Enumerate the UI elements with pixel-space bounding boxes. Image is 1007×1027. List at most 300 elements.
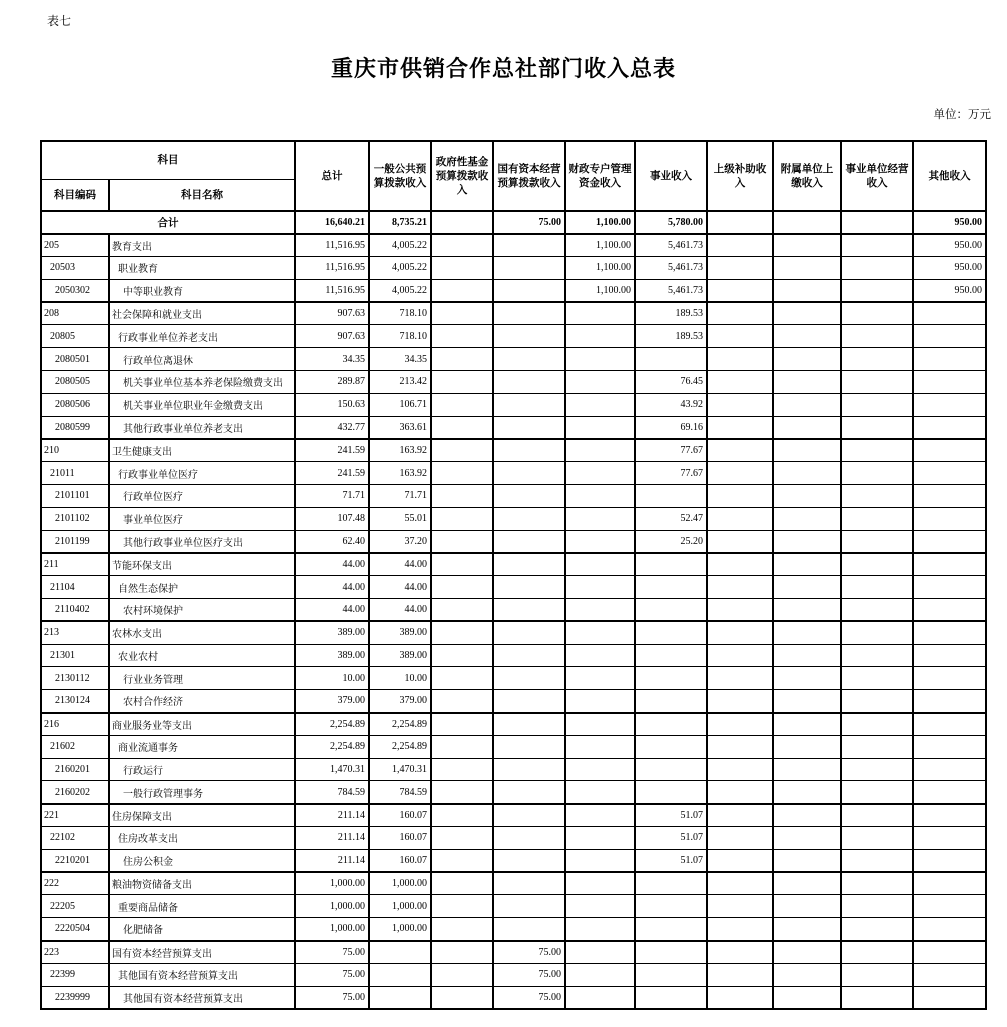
- value-cell: [707, 507, 773, 530]
- value-cell: [773, 827, 841, 850]
- value-cell: [493, 371, 565, 394]
- row-code-cell: 2110402: [41, 599, 109, 622]
- value-cell: [431, 599, 493, 622]
- value-cell: [913, 872, 986, 895]
- value-cell: 75.00: [295, 963, 369, 986]
- row-name-cell: 其他国有资本经营预算支出: [109, 986, 295, 1009]
- value-cell: 432.77: [295, 416, 369, 439]
- value-cell: [493, 302, 565, 325]
- value-cell: 44.00: [295, 576, 369, 599]
- value-cell: [913, 849, 986, 872]
- row-code-cell: 22102: [41, 827, 109, 850]
- row-name-cell: 其他行政事业单位医疗支出: [109, 530, 295, 553]
- value-cell: 950.00: [913, 211, 986, 234]
- row-name-cell: 自然生态保护: [109, 576, 295, 599]
- value-cell: [913, 576, 986, 599]
- value-cell: [565, 827, 635, 850]
- table-row: [41, 849, 986, 872]
- value-cell: [565, 872, 635, 895]
- value-cell: [913, 986, 986, 1009]
- value-cell: 784.59: [295, 781, 369, 804]
- value-cell: [635, 895, 707, 918]
- value-cell: [431, 690, 493, 713]
- value-cell: [841, 576, 913, 599]
- value-cell: [565, 941, 635, 964]
- value-cell: [707, 963, 773, 986]
- value-cell: [431, 986, 493, 1009]
- value-cell: [773, 804, 841, 827]
- value-cell: [707, 667, 773, 690]
- value-cell: [841, 507, 913, 530]
- value-cell: [635, 644, 707, 667]
- value-cell: [635, 667, 707, 690]
- value-cell: [493, 485, 565, 508]
- row-code-cell: 2080505: [41, 371, 109, 394]
- row-code-cell: 2220504: [41, 918, 109, 941]
- value-cell: [565, 462, 635, 485]
- value-cell: [773, 895, 841, 918]
- value-cell: [773, 781, 841, 804]
- value-cell: [493, 827, 565, 850]
- value-cell: [841, 895, 913, 918]
- value-cell: 1,470.31: [369, 758, 431, 781]
- value-cell: [635, 348, 707, 371]
- value-cell: [635, 781, 707, 804]
- value-cell: 34.35: [369, 348, 431, 371]
- header-other-income: 其他收入: [913, 141, 986, 211]
- value-cell: [635, 485, 707, 508]
- value-cell: 189.53: [635, 302, 707, 325]
- value-cell: [841, 416, 913, 439]
- value-cell: [707, 895, 773, 918]
- value-cell: 189.53: [635, 325, 707, 348]
- value-cell: [773, 849, 841, 872]
- value-cell: [773, 690, 841, 713]
- value-cell: [431, 348, 493, 371]
- value-cell: 51.07: [635, 849, 707, 872]
- table-row: [41, 234, 986, 257]
- value-cell: [773, 348, 841, 371]
- table-row: [41, 507, 986, 530]
- row-code-cell: 211: [41, 553, 109, 576]
- value-cell: 75.00: [493, 941, 565, 964]
- row-code-cell: 222: [41, 872, 109, 895]
- value-cell: [773, 621, 841, 644]
- table-row: [41, 644, 986, 667]
- value-cell: 5,461.73: [635, 279, 707, 302]
- header-subject-code: 科目编码: [41, 179, 109, 211]
- row-name-cell: 重要商品储备: [109, 895, 295, 918]
- row-name-cell: 机关事业单位职业年金缴费支出: [109, 393, 295, 416]
- row-code-cell: 22205: [41, 895, 109, 918]
- value-cell: [431, 804, 493, 827]
- value-cell: 5,780.00: [635, 211, 707, 234]
- value-cell: [635, 713, 707, 736]
- value-cell: 11,516.95: [295, 279, 369, 302]
- row-code-cell: 216: [41, 713, 109, 736]
- value-cell: [565, 849, 635, 872]
- value-cell: [431, 211, 493, 234]
- table-row: [41, 804, 986, 827]
- value-cell: [565, 986, 635, 1009]
- value-cell: [913, 781, 986, 804]
- value-cell: 5,461.73: [635, 234, 707, 257]
- row-name-cell: 粮油物资储备支出: [109, 872, 295, 895]
- value-cell: [841, 804, 913, 827]
- value-cell: [707, 325, 773, 348]
- value-cell: [913, 462, 986, 485]
- table-row: [41, 325, 986, 348]
- value-cell: [773, 257, 841, 280]
- table-row: [41, 735, 986, 758]
- value-cell: [635, 735, 707, 758]
- value-cell: 4,005.22: [369, 279, 431, 302]
- value-cell: [841, 713, 913, 736]
- value-cell: 107.48: [295, 507, 369, 530]
- value-cell: [565, 576, 635, 599]
- value-cell: [635, 690, 707, 713]
- value-cell: 2,254.89: [295, 713, 369, 736]
- value-cell: [773, 735, 841, 758]
- total-label: 合计: [41, 211, 295, 234]
- value-cell: [707, 302, 773, 325]
- value-cell: [707, 279, 773, 302]
- value-cell: [773, 416, 841, 439]
- row-name-cell: 商业流通事务: [109, 735, 295, 758]
- sheet-label: 表七: [47, 14, 72, 28]
- value-cell: [841, 963, 913, 986]
- value-cell: 211.14: [295, 827, 369, 850]
- row-code-cell: 208: [41, 302, 109, 325]
- value-cell: [431, 918, 493, 941]
- value-cell: [431, 735, 493, 758]
- value-cell: [431, 576, 493, 599]
- header-general-public-budget: 一般公共预算拨款收入: [369, 141, 431, 211]
- row-name-cell: 行政运行: [109, 758, 295, 781]
- value-cell: [707, 941, 773, 964]
- value-cell: [565, 758, 635, 781]
- value-cell: 1,100.00: [565, 257, 635, 280]
- table-row: [41, 530, 986, 553]
- row-code-cell: 22399: [41, 963, 109, 986]
- value-cell: [913, 393, 986, 416]
- total-row: [41, 211, 986, 234]
- value-cell: [565, 781, 635, 804]
- table-body: [41, 211, 986, 1009]
- value-cell: [431, 302, 493, 325]
- value-cell: [773, 530, 841, 553]
- value-cell: [493, 576, 565, 599]
- value-cell: [841, 735, 913, 758]
- table-row: [41, 918, 986, 941]
- value-cell: 25.20: [635, 530, 707, 553]
- value-cell: [913, 485, 986, 508]
- value-cell: [493, 599, 565, 622]
- table-row: [41, 690, 986, 713]
- value-cell: [913, 804, 986, 827]
- value-cell: [565, 621, 635, 644]
- value-cell: [707, 621, 773, 644]
- value-cell: [913, 371, 986, 394]
- value-cell: [431, 895, 493, 918]
- value-cell: [707, 849, 773, 872]
- value-cell: [841, 667, 913, 690]
- row-name-cell: 行政事业单位养老支出: [109, 325, 295, 348]
- row-name-cell: 住房保障支出: [109, 804, 295, 827]
- value-cell: [913, 713, 986, 736]
- row-code-cell: 2080506: [41, 393, 109, 416]
- row-name-cell: 其他行政事业单位养老支出: [109, 416, 295, 439]
- value-cell: [841, 621, 913, 644]
- value-cell: 1,000.00: [295, 895, 369, 918]
- value-cell: [841, 371, 913, 394]
- value-cell: [913, 758, 986, 781]
- value-cell: [493, 416, 565, 439]
- value-cell: [565, 393, 635, 416]
- row-name-cell: 住房改革支出: [109, 827, 295, 850]
- value-cell: [707, 644, 773, 667]
- value-cell: [913, 553, 986, 576]
- value-cell: [707, 690, 773, 713]
- value-cell: 69.16: [635, 416, 707, 439]
- value-cell: [841, 234, 913, 257]
- row-name-cell: 农村环境保护: [109, 599, 295, 622]
- header-institution-operating: 事业单位经营收入: [841, 141, 913, 211]
- value-cell: [841, 485, 913, 508]
- header-subject: 科目: [41, 141, 295, 179]
- value-cell: [565, 599, 635, 622]
- value-cell: [841, 211, 913, 234]
- value-cell: [493, 393, 565, 416]
- value-cell: [493, 895, 565, 918]
- row-code-cell: 205: [41, 234, 109, 257]
- row-code-cell: 210: [41, 439, 109, 462]
- table-row: [41, 599, 986, 622]
- value-cell: 241.59: [295, 462, 369, 485]
- value-cell: 1,000.00: [295, 918, 369, 941]
- value-cell: [773, 507, 841, 530]
- value-cell: 75.00: [493, 963, 565, 986]
- income-summary-table: [40, 140, 987, 1010]
- value-cell: 389.00: [295, 621, 369, 644]
- row-code-cell: 2160202: [41, 781, 109, 804]
- value-cell: 211.14: [295, 804, 369, 827]
- row-name-cell: 农业农村: [109, 644, 295, 667]
- value-cell: 907.63: [295, 302, 369, 325]
- value-cell: 1,100.00: [565, 234, 635, 257]
- row-name-cell: 国有资本经营预算支出: [109, 941, 295, 964]
- value-cell: [773, 599, 841, 622]
- value-cell: 1,000.00: [369, 918, 431, 941]
- row-name-cell: 商业服务业等支出: [109, 713, 295, 736]
- value-cell: [773, 393, 841, 416]
- value-cell: [431, 371, 493, 394]
- row-code-cell: 20805: [41, 325, 109, 348]
- value-cell: [369, 986, 431, 1009]
- value-cell: [635, 918, 707, 941]
- value-cell: [707, 827, 773, 850]
- value-cell: [493, 781, 565, 804]
- value-cell: [431, 553, 493, 576]
- value-cell: [707, 599, 773, 622]
- value-cell: [707, 211, 773, 234]
- header-govt-fund-budget: 政府性基金预算拨款收入: [431, 141, 493, 211]
- table-row: [41, 941, 986, 964]
- value-cell: [635, 553, 707, 576]
- value-cell: [913, 621, 986, 644]
- value-cell: 389.00: [369, 621, 431, 644]
- value-cell: 950.00: [913, 257, 986, 280]
- row-code-cell: 21602: [41, 735, 109, 758]
- value-cell: 241.59: [295, 439, 369, 462]
- header-superior-subsidy: 上级补助收入: [707, 141, 773, 211]
- value-cell: 213.42: [369, 371, 431, 394]
- value-cell: 2,254.89: [369, 735, 431, 758]
- value-cell: 160.07: [369, 849, 431, 872]
- value-cell: 5,461.73: [635, 257, 707, 280]
- value-cell: [707, 735, 773, 758]
- value-cell: [841, 781, 913, 804]
- value-cell: 150.63: [295, 393, 369, 416]
- value-cell: [493, 735, 565, 758]
- row-name-cell: 事业单位医疗: [109, 507, 295, 530]
- row-name-cell: 行业业务管理: [109, 667, 295, 690]
- value-cell: [841, 348, 913, 371]
- value-cell: 77.67: [635, 439, 707, 462]
- value-cell: 76.45: [635, 371, 707, 394]
- value-cell: [773, 439, 841, 462]
- value-cell: 75.00: [295, 986, 369, 1009]
- value-cell: 950.00: [913, 279, 986, 302]
- value-cell: 77.67: [635, 462, 707, 485]
- table-row: [41, 576, 986, 599]
- value-cell: [707, 530, 773, 553]
- value-cell: [773, 485, 841, 508]
- table-row: [41, 872, 986, 895]
- value-cell: [431, 941, 493, 964]
- value-cell: [707, 872, 773, 895]
- value-cell: 1,000.00: [369, 895, 431, 918]
- row-name-cell: 社会保障和就业支出: [109, 302, 295, 325]
- value-cell: [841, 530, 913, 553]
- value-cell: 37.20: [369, 530, 431, 553]
- table-row: [41, 963, 986, 986]
- value-cell: [913, 599, 986, 622]
- value-cell: 2,254.89: [295, 735, 369, 758]
- row-name-cell: 农村合作经济: [109, 690, 295, 713]
- row-name-cell: 化肥储备: [109, 918, 295, 941]
- value-cell: [773, 325, 841, 348]
- value-cell: [841, 302, 913, 325]
- table-row: [41, 895, 986, 918]
- value-cell: [635, 963, 707, 986]
- value-cell: 389.00: [369, 644, 431, 667]
- value-cell: [707, 257, 773, 280]
- value-cell: [493, 462, 565, 485]
- value-cell: [707, 986, 773, 1009]
- value-cell: [493, 279, 565, 302]
- row-code-cell: 2101102: [41, 507, 109, 530]
- value-cell: 718.10: [369, 302, 431, 325]
- row-name-cell: 一般行政管理事务: [109, 781, 295, 804]
- value-cell: [431, 485, 493, 508]
- value-cell: [431, 963, 493, 986]
- value-cell: [565, 439, 635, 462]
- value-cell: 106.71: [369, 393, 431, 416]
- value-cell: 8,735.21: [369, 211, 431, 234]
- value-cell: [773, 667, 841, 690]
- row-code-cell: 2050302: [41, 279, 109, 302]
- row-code-cell: 2080501: [41, 348, 109, 371]
- value-cell: [565, 530, 635, 553]
- value-cell: [773, 644, 841, 667]
- row-name-cell: 教育支出: [109, 234, 295, 257]
- value-cell: 4,005.22: [369, 257, 431, 280]
- value-cell: [773, 758, 841, 781]
- value-cell: [635, 599, 707, 622]
- row-code-cell: 2080599: [41, 416, 109, 439]
- value-cell: [431, 257, 493, 280]
- value-cell: [565, 507, 635, 530]
- value-cell: 1,000.00: [295, 872, 369, 895]
- value-cell: [431, 621, 493, 644]
- value-cell: [773, 211, 841, 234]
- table-row: [41, 462, 986, 485]
- row-code-cell: 2130124: [41, 690, 109, 713]
- value-cell: [565, 735, 635, 758]
- value-cell: [431, 439, 493, 462]
- value-cell: 2,254.89: [369, 713, 431, 736]
- header-fiscal-special-account: 财政专户管理资金收入: [565, 141, 635, 211]
- value-cell: [635, 621, 707, 644]
- table-row: [41, 827, 986, 850]
- value-cell: 71.71: [295, 485, 369, 508]
- value-cell: [431, 713, 493, 736]
- value-cell: [431, 279, 493, 302]
- value-cell: [913, 348, 986, 371]
- value-cell: 44.00: [369, 553, 431, 576]
- value-cell: [493, 621, 565, 644]
- table-row: [41, 279, 986, 302]
- value-cell: [635, 872, 707, 895]
- table-row: [41, 302, 986, 325]
- row-code-cell: 2101101: [41, 485, 109, 508]
- value-cell: [493, 758, 565, 781]
- value-cell: [913, 530, 986, 553]
- value-cell: [707, 485, 773, 508]
- value-cell: [565, 325, 635, 348]
- value-cell: [493, 713, 565, 736]
- header-state-capital-budget: 国有资本经营预算拨款收入: [493, 141, 565, 211]
- row-code-cell: 2101199: [41, 530, 109, 553]
- value-cell: [565, 553, 635, 576]
- table-row: [41, 257, 986, 280]
- value-cell: 52.47: [635, 507, 707, 530]
- value-cell: [707, 393, 773, 416]
- value-cell: 1,470.31: [295, 758, 369, 781]
- value-cell: [913, 302, 986, 325]
- page-title: 重庆市供销合作总社部门收入总表: [330, 56, 676, 81]
- value-cell: [565, 963, 635, 986]
- value-cell: [635, 758, 707, 781]
- row-name-cell: 卫生健康支出: [109, 439, 295, 462]
- value-cell: [369, 941, 431, 964]
- row-code-cell: 2210201: [41, 849, 109, 872]
- value-cell: 163.92: [369, 439, 431, 462]
- value-cell: [565, 804, 635, 827]
- value-cell: [841, 872, 913, 895]
- value-cell: [493, 804, 565, 827]
